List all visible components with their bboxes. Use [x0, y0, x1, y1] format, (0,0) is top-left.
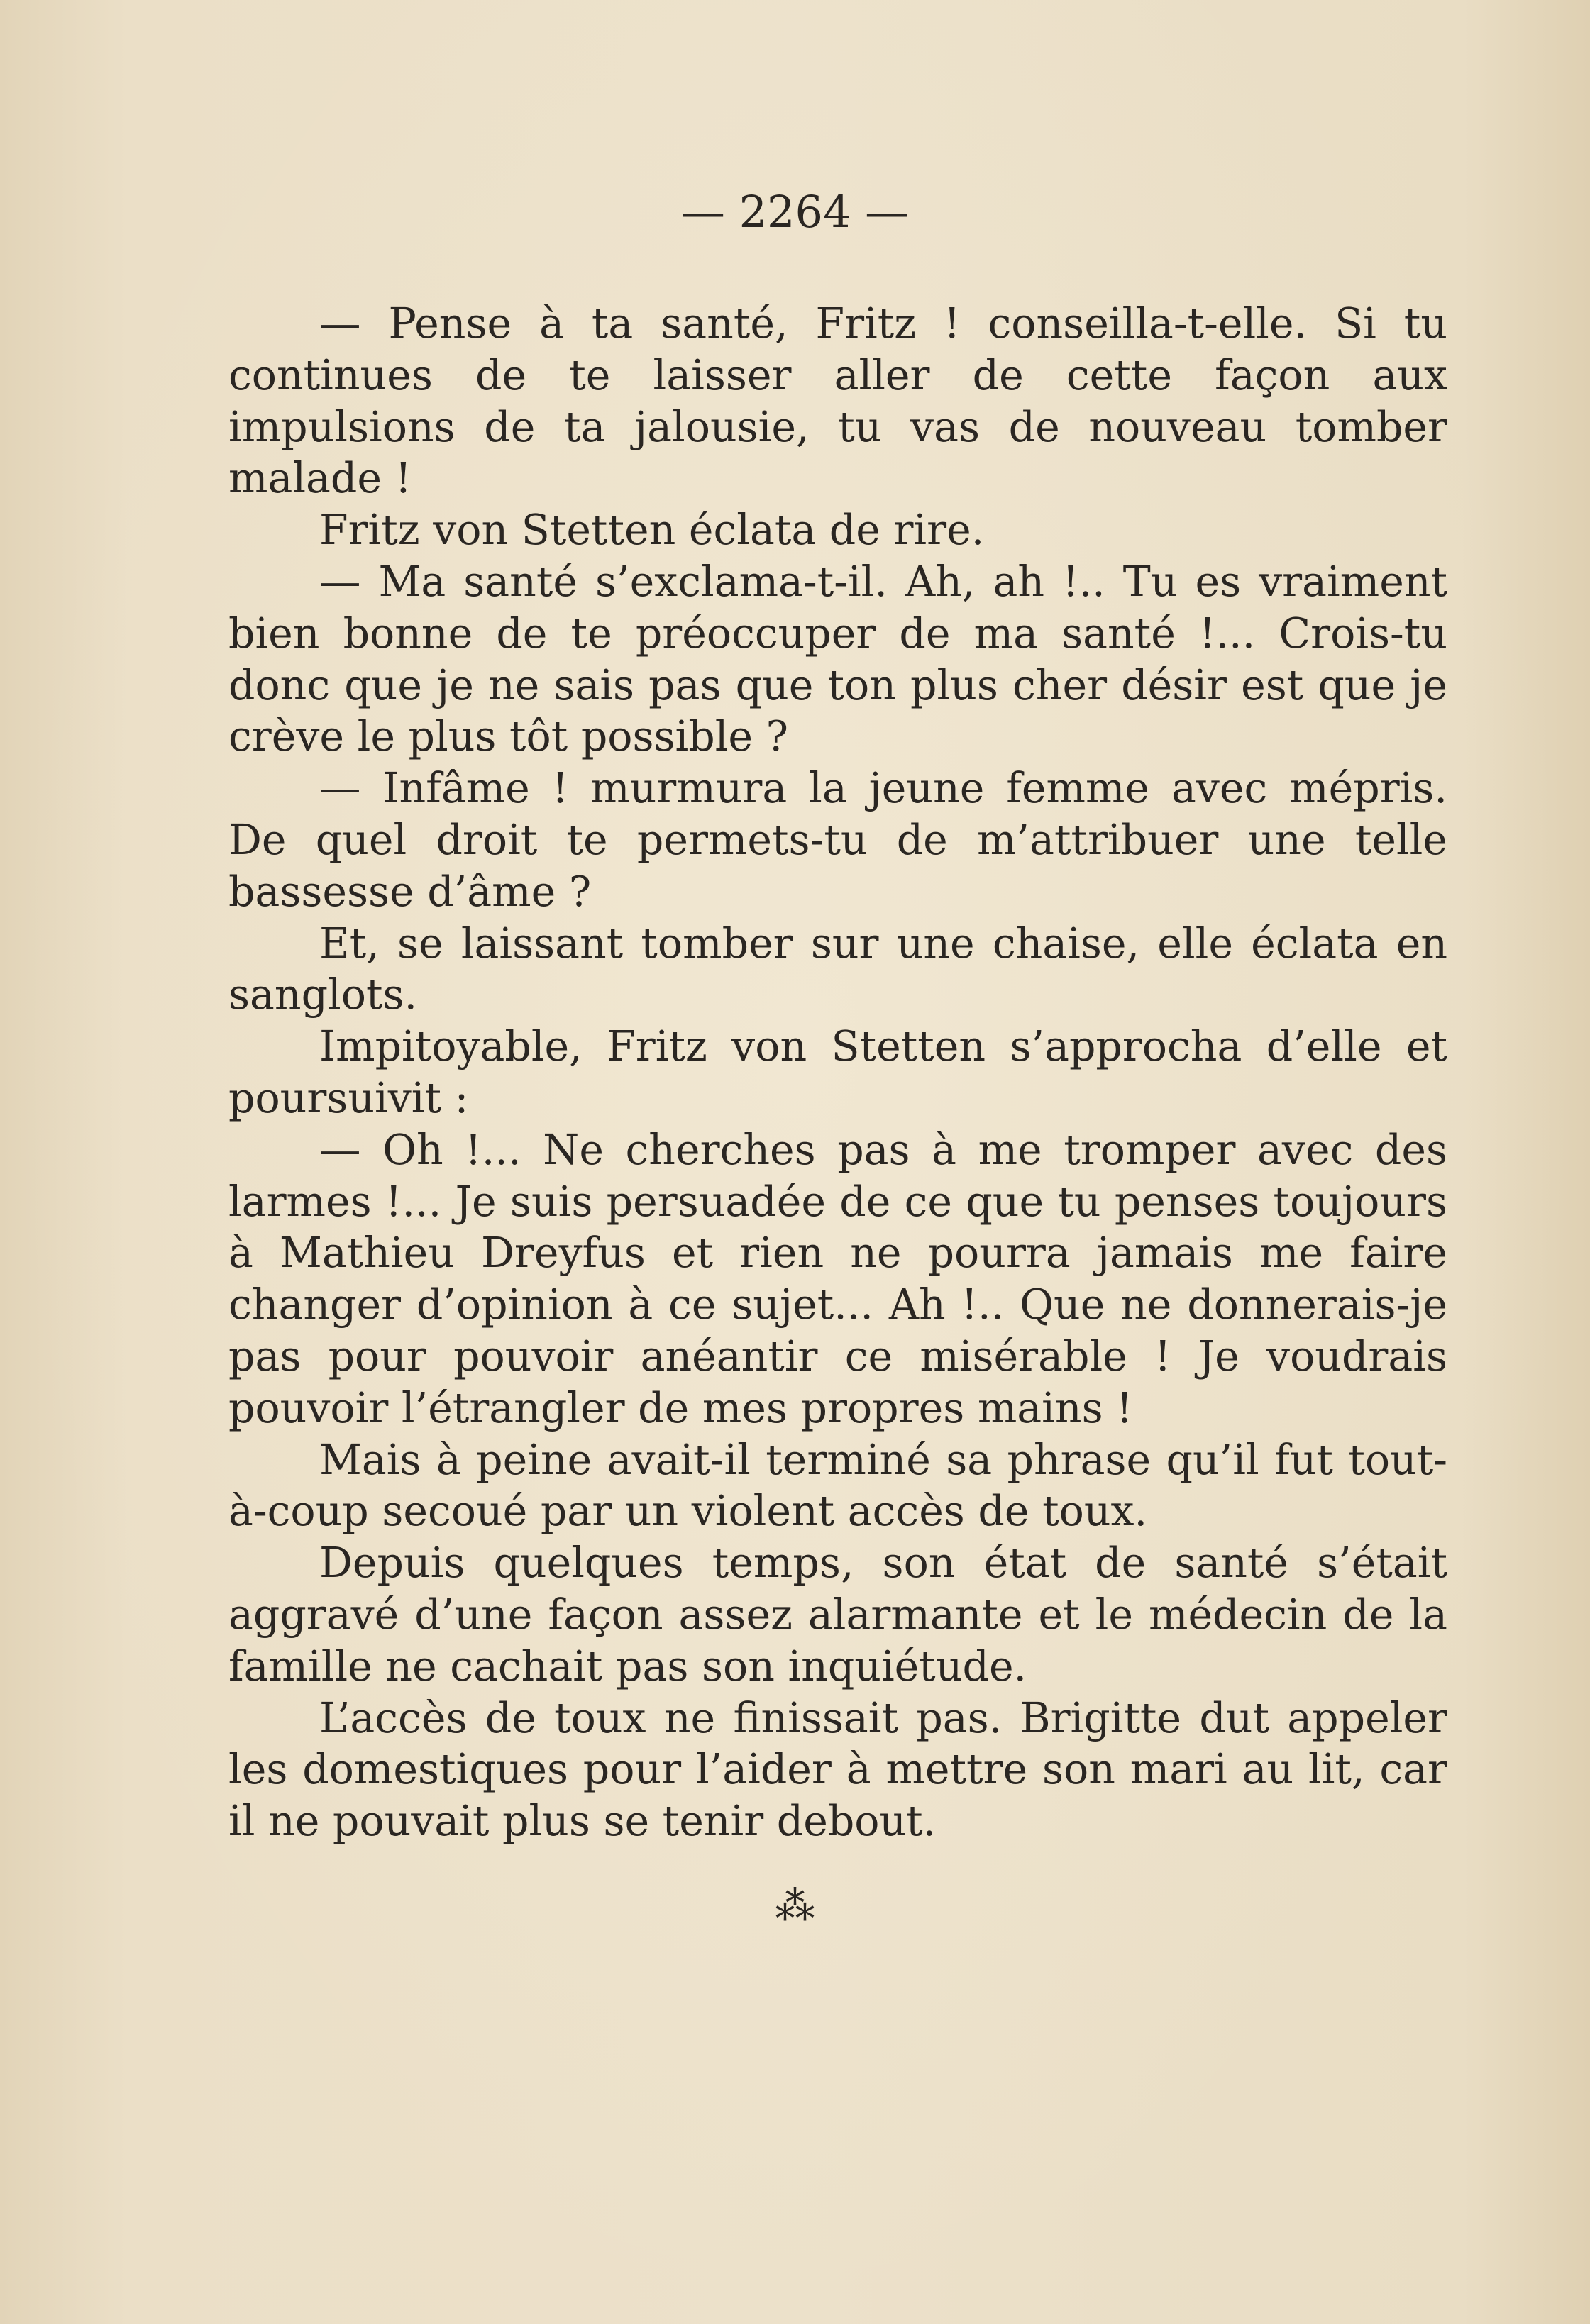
- paragraph: Impitoyable, Fritz von Stetten s’approcha d’elle et poursuivit :: [228, 1022, 1447, 1122]
- paragraph: L’accès de toux ne finissait pas. Brigitte dut appeler les domestiques pour l’aider à mettre son mari au lit, car il ne pouvait plus se tenir debout.: [228, 1693, 1447, 1846]
- page-number: — 2264 —: [680, 186, 910, 238]
- paragraph: Et, se laissant tomber sur une chaise, elle éclata en sanglots.: [228, 919, 1447, 1019]
- paragraph: Fritz von Stetten éclata de rire.: [319, 506, 985, 555]
- paragraph: — Ma santé s’exclama-t-il. Ah, ah !.. Tu es vraiment bien bonne de te préoccuper de ma santé !... Crois-tu donc que je ne sais pas que ton plus cher désir est que je crève le plus tôt possible ?: [228, 557, 1447, 761]
- paragraph: Mais à peine avait-il terminé sa phrase qu’il fut tout-à-coup secoué par un violent accès de toux.: [228, 1435, 1447, 1536]
- paragraph: Depuis quelques temps, son état de santé s’était aggravé d’une façon assez alarmante et le médecin de la famille ne cachait pas son inquiétude.: [228, 1539, 1447, 1691]
- section-ornament: ⁂: [775, 1883, 815, 1930]
- paragraph: — Pense à ta santé, Fritz ! conseilla-t-elle. Si tu continues de te laisser aller de cette façon aux impulsions de ta jalousie, tu vas de nouveau tomber malade !: [228, 299, 1447, 503]
- body-text: [228, 298, 1447, 1847]
- paragraph: — Oh !... Ne cherches pas à me tromper avec des larmes !... Je suis persuadée de ce que tu penses toujours à Mathieu Dreyfus et rien ne pourra jamais me faire changer d’opinion à ce sujet... Ah !.. Que ne donnerais-je pas pour pouvoir anéantir ce misérable ! Je voudrais pouvoir l’étrangler de mes propres mains !: [228, 1125, 1447, 1432]
- paragraph: — Infâme ! murmura la jeune femme avec mépris. De quel droit te permets-tu de m’attribuer une telle bassesse d’âme ?: [228, 764, 1447, 916]
